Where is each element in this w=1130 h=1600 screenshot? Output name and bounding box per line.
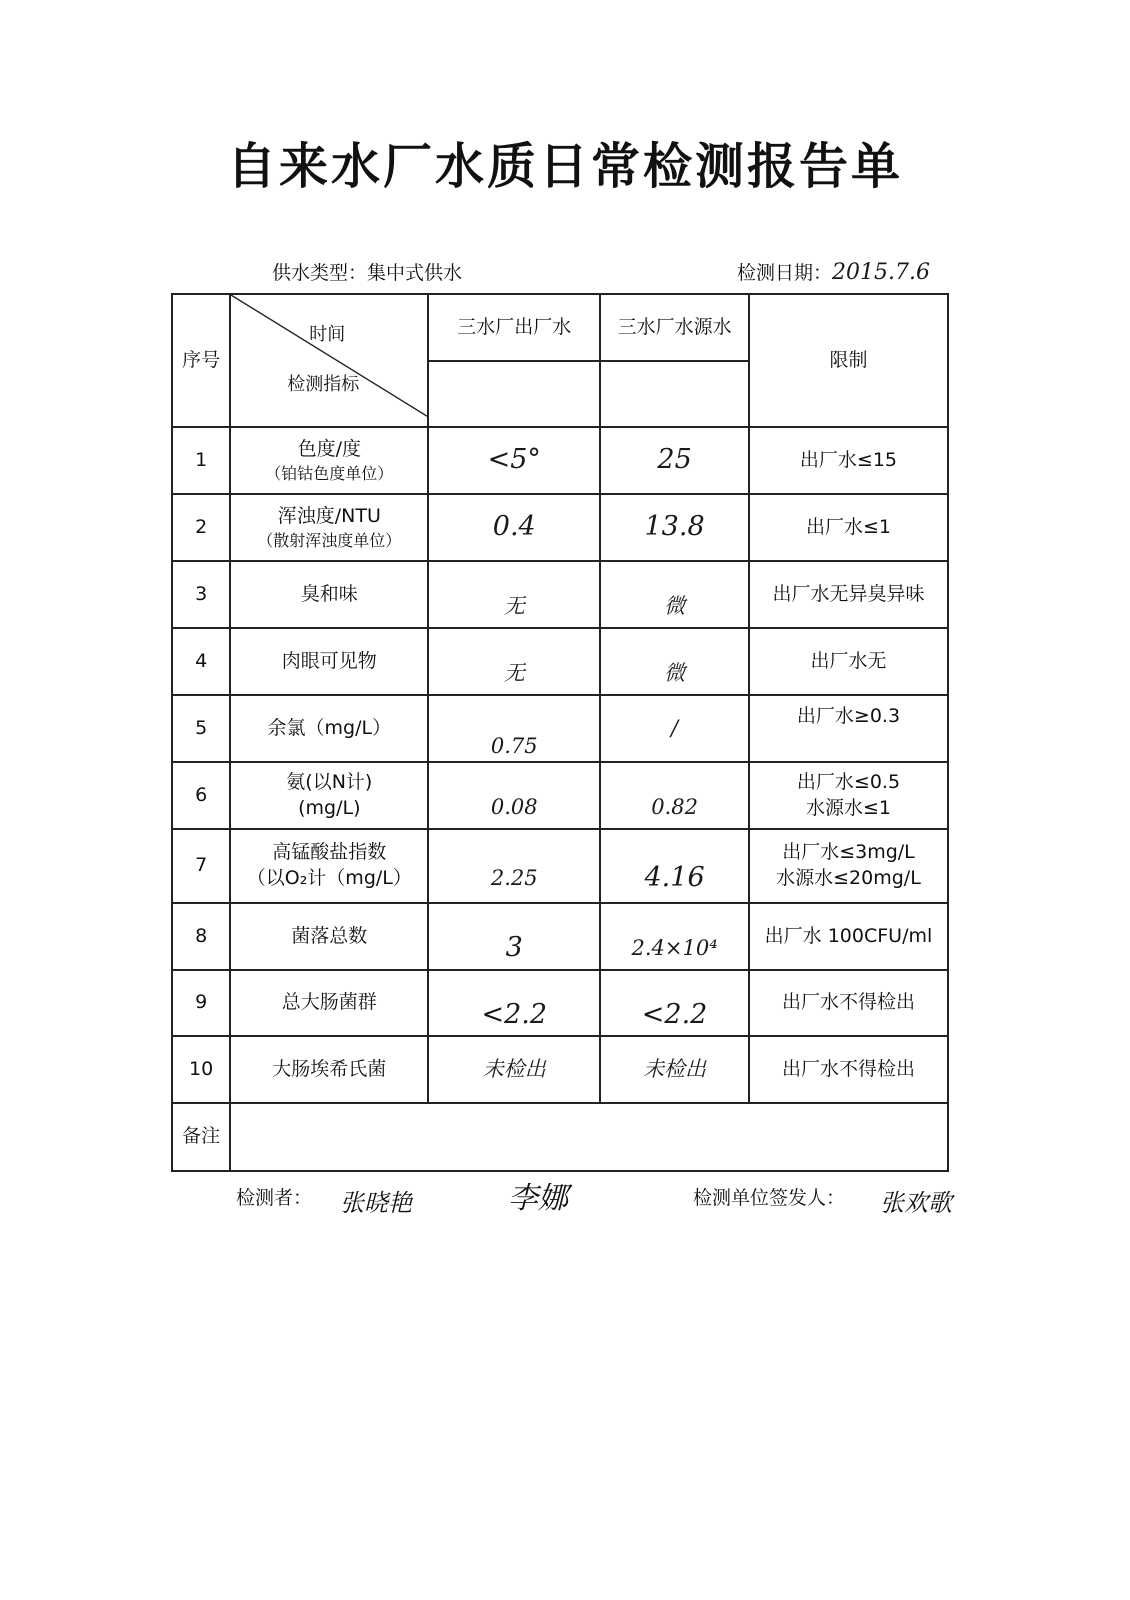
table-row bbox=[172, 970, 948, 1036]
value-b bbox=[600, 494, 749, 561]
value-b-text: 2.4×10⁴ bbox=[631, 936, 718, 961]
limit-cell bbox=[749, 628, 948, 695]
header-time: 时间 bbox=[309, 324, 346, 345]
value-b-text: 未检出 bbox=[643, 1057, 707, 1082]
value-b bbox=[600, 762, 749, 829]
diagonal-line bbox=[231, 295, 427, 426]
table-row bbox=[172, 561, 948, 628]
row-number: 4 bbox=[172, 628, 230, 695]
indicator-cell bbox=[230, 970, 428, 1036]
limit-cell bbox=[749, 494, 948, 561]
value-a bbox=[428, 903, 600, 970]
row-number: 8 bbox=[172, 903, 230, 970]
value-b bbox=[600, 1036, 749, 1103]
limit-cell bbox=[749, 1036, 948, 1103]
row-number: 5 bbox=[172, 695, 230, 762]
table-row bbox=[172, 494, 948, 561]
table-row bbox=[172, 829, 948, 903]
value-a bbox=[428, 427, 600, 494]
value-a-text: <5° bbox=[487, 444, 541, 476]
indicator-sub: (mg/L) bbox=[298, 796, 361, 819]
indicator-sub: （以O₂计（mg/L） bbox=[246, 867, 412, 889]
supply-type bbox=[272, 258, 462, 285]
limit-cell bbox=[749, 427, 948, 494]
test-date bbox=[737, 258, 930, 285]
value-b bbox=[600, 427, 749, 494]
value-a-text: 0.08 bbox=[490, 795, 538, 820]
supply-type-value: 集中式供水 bbox=[367, 262, 463, 284]
value-a-text: 0.4 bbox=[492, 511, 536, 543]
value-b bbox=[600, 903, 749, 970]
indicator-name: 臭和味 bbox=[300, 583, 358, 605]
indicator-name: 浑浊度/NTU bbox=[277, 504, 381, 527]
value-b-text: / bbox=[671, 716, 679, 741]
tester-label: 检测者： bbox=[236, 1187, 313, 1209]
value-a bbox=[428, 1036, 600, 1103]
limit-line-2: 水源水≤1 bbox=[805, 796, 891, 819]
issuer-label: 检测单位签发人： bbox=[693, 1187, 846, 1209]
indicator-sub: （铂钴色度单位） bbox=[265, 463, 394, 483]
value-b-text: 微 bbox=[664, 661, 686, 686]
header-indicator: 检测指标 bbox=[287, 374, 360, 395]
row-number: 9 bbox=[172, 970, 230, 1036]
value-a-text: 无 bbox=[503, 661, 525, 686]
indicator-cell bbox=[230, 1036, 428, 1103]
indicator-name: 色度/度 bbox=[297, 437, 361, 460]
table-row bbox=[172, 1036, 948, 1103]
tester bbox=[236, 1183, 312, 1210]
indicator-name: 余氯（mg/L） bbox=[267, 716, 392, 739]
tester-signature-2: 李娜 bbox=[508, 1181, 568, 1216]
report-title: 自来水厂水质日常检测报告单 bbox=[226, 138, 903, 195]
header-seq: 序号 bbox=[172, 294, 230, 427]
value-a bbox=[428, 970, 600, 1036]
value-b-text: 0.82 bbox=[651, 795, 698, 820]
limit-cell bbox=[749, 903, 948, 970]
value-b bbox=[600, 970, 749, 1036]
table-row bbox=[172, 695, 948, 762]
issuer-signature: 张欢歌 bbox=[880, 1189, 952, 1217]
header-col-a-blank bbox=[428, 361, 600, 427]
tester-signature-1: 张晓艳 bbox=[340, 1189, 412, 1217]
remarks-row bbox=[172, 1103, 948, 1171]
table-row bbox=[172, 762, 948, 829]
limit-line-1: 出厂水≤0.5 bbox=[796, 770, 901, 793]
row-number: 10 bbox=[172, 1036, 230, 1103]
limit-cell bbox=[749, 970, 948, 1036]
indicator-name: 菌落总数 bbox=[291, 924, 368, 947]
indicator-cell bbox=[230, 829, 428, 903]
value-a-text: 无 bbox=[503, 594, 525, 619]
value-a bbox=[428, 494, 600, 561]
limit-line-1: 出厂水≥0.3 bbox=[796, 705, 901, 727]
issuer bbox=[693, 1183, 845, 1210]
header-col-b-blank bbox=[600, 361, 749, 427]
header-col-b: 三水厂水源水 bbox=[600, 294, 749, 361]
value-b-text: 25 bbox=[657, 444, 692, 476]
limit-line-1: 出厂水不得检出 bbox=[781, 991, 915, 1014]
limit-cell bbox=[749, 561, 948, 628]
indicator-cell bbox=[230, 903, 428, 970]
limit-line-1: 出厂水≤15 bbox=[799, 448, 898, 471]
test-date-value: 2015.7.6 bbox=[832, 260, 930, 285]
limit-cell bbox=[749, 695, 948, 762]
indicator-name: 总大肠菌群 bbox=[281, 991, 377, 1014]
indicator-cell bbox=[230, 628, 428, 695]
value-a-text: 未检出 bbox=[482, 1057, 546, 1082]
header-diagonal-cell bbox=[230, 294, 428, 427]
table-row bbox=[172, 628, 948, 695]
row-number: 6 bbox=[172, 762, 230, 829]
indicator-cell bbox=[230, 561, 428, 628]
limit-line-1: 出厂水无 bbox=[810, 649, 887, 672]
limit-line-1: 出厂水无异臭异味 bbox=[772, 582, 925, 605]
value-a bbox=[428, 695, 600, 762]
table-row bbox=[172, 427, 948, 494]
limit-cell bbox=[749, 829, 948, 903]
indicator-cell bbox=[230, 762, 428, 829]
value-b-text: 微 bbox=[664, 594, 686, 619]
row-number: 7 bbox=[172, 829, 230, 903]
indicator-cell bbox=[230, 427, 428, 494]
value-b-text: <2.2 bbox=[641, 998, 708, 1030]
row-number: 2 bbox=[172, 494, 230, 561]
value-a bbox=[428, 628, 600, 695]
limit-line-1: 出厂水≤3mg/L bbox=[782, 841, 915, 864]
header-col-a: 三水厂出厂水 bbox=[428, 294, 600, 361]
value-b bbox=[600, 628, 749, 695]
value-a-text: 3 bbox=[505, 932, 523, 964]
indicator-name: 肉眼可见物 bbox=[281, 650, 377, 672]
value-b-text: 4.16 bbox=[644, 861, 705, 893]
limit-line-1: 出厂水≤1 bbox=[805, 515, 891, 538]
limit-cell bbox=[749, 762, 948, 829]
value-b-text: 13.8 bbox=[644, 511, 705, 543]
indicator-name: 氨(以N计) bbox=[286, 770, 373, 793]
remarks-label: 备注 bbox=[172, 1103, 230, 1171]
limit-line-2: 水源水≤20mg/L bbox=[776, 867, 921, 889]
test-date-label: 检测日期： bbox=[737, 262, 833, 284]
indicator-name: 高锰酸盐指数 bbox=[272, 841, 387, 864]
value-a-text: 2.25 bbox=[490, 865, 538, 890]
value-b bbox=[600, 561, 749, 628]
row-number: 1 bbox=[172, 427, 230, 494]
value-b bbox=[600, 829, 749, 903]
indicator-name: 大肠埃希氏菌 bbox=[272, 1057, 387, 1080]
value-a-text: <2.2 bbox=[481, 998, 548, 1030]
supply-type-label: 供水类型： bbox=[272, 262, 368, 284]
table-row bbox=[172, 903, 948, 970]
row-number: 3 bbox=[172, 561, 230, 628]
header-limit: 限制 bbox=[749, 294, 948, 427]
value-a bbox=[428, 561, 600, 628]
indicator-cell bbox=[230, 494, 428, 561]
indicator-cell bbox=[230, 695, 428, 762]
value-b bbox=[600, 695, 749, 762]
remarks-value bbox=[230, 1103, 948, 1171]
report-table bbox=[171, 293, 949, 1172]
value-a-text: 0.75 bbox=[490, 734, 538, 759]
limit-line-1: 出厂水不得检出 bbox=[781, 1057, 915, 1080]
header-row bbox=[172, 294, 948, 361]
indicator-sub: （散射浑浊度单位） bbox=[257, 530, 402, 550]
value-a bbox=[428, 762, 600, 829]
limit-line-1: 出厂水 100CFU/ml bbox=[764, 924, 933, 947]
value-a bbox=[428, 829, 600, 903]
